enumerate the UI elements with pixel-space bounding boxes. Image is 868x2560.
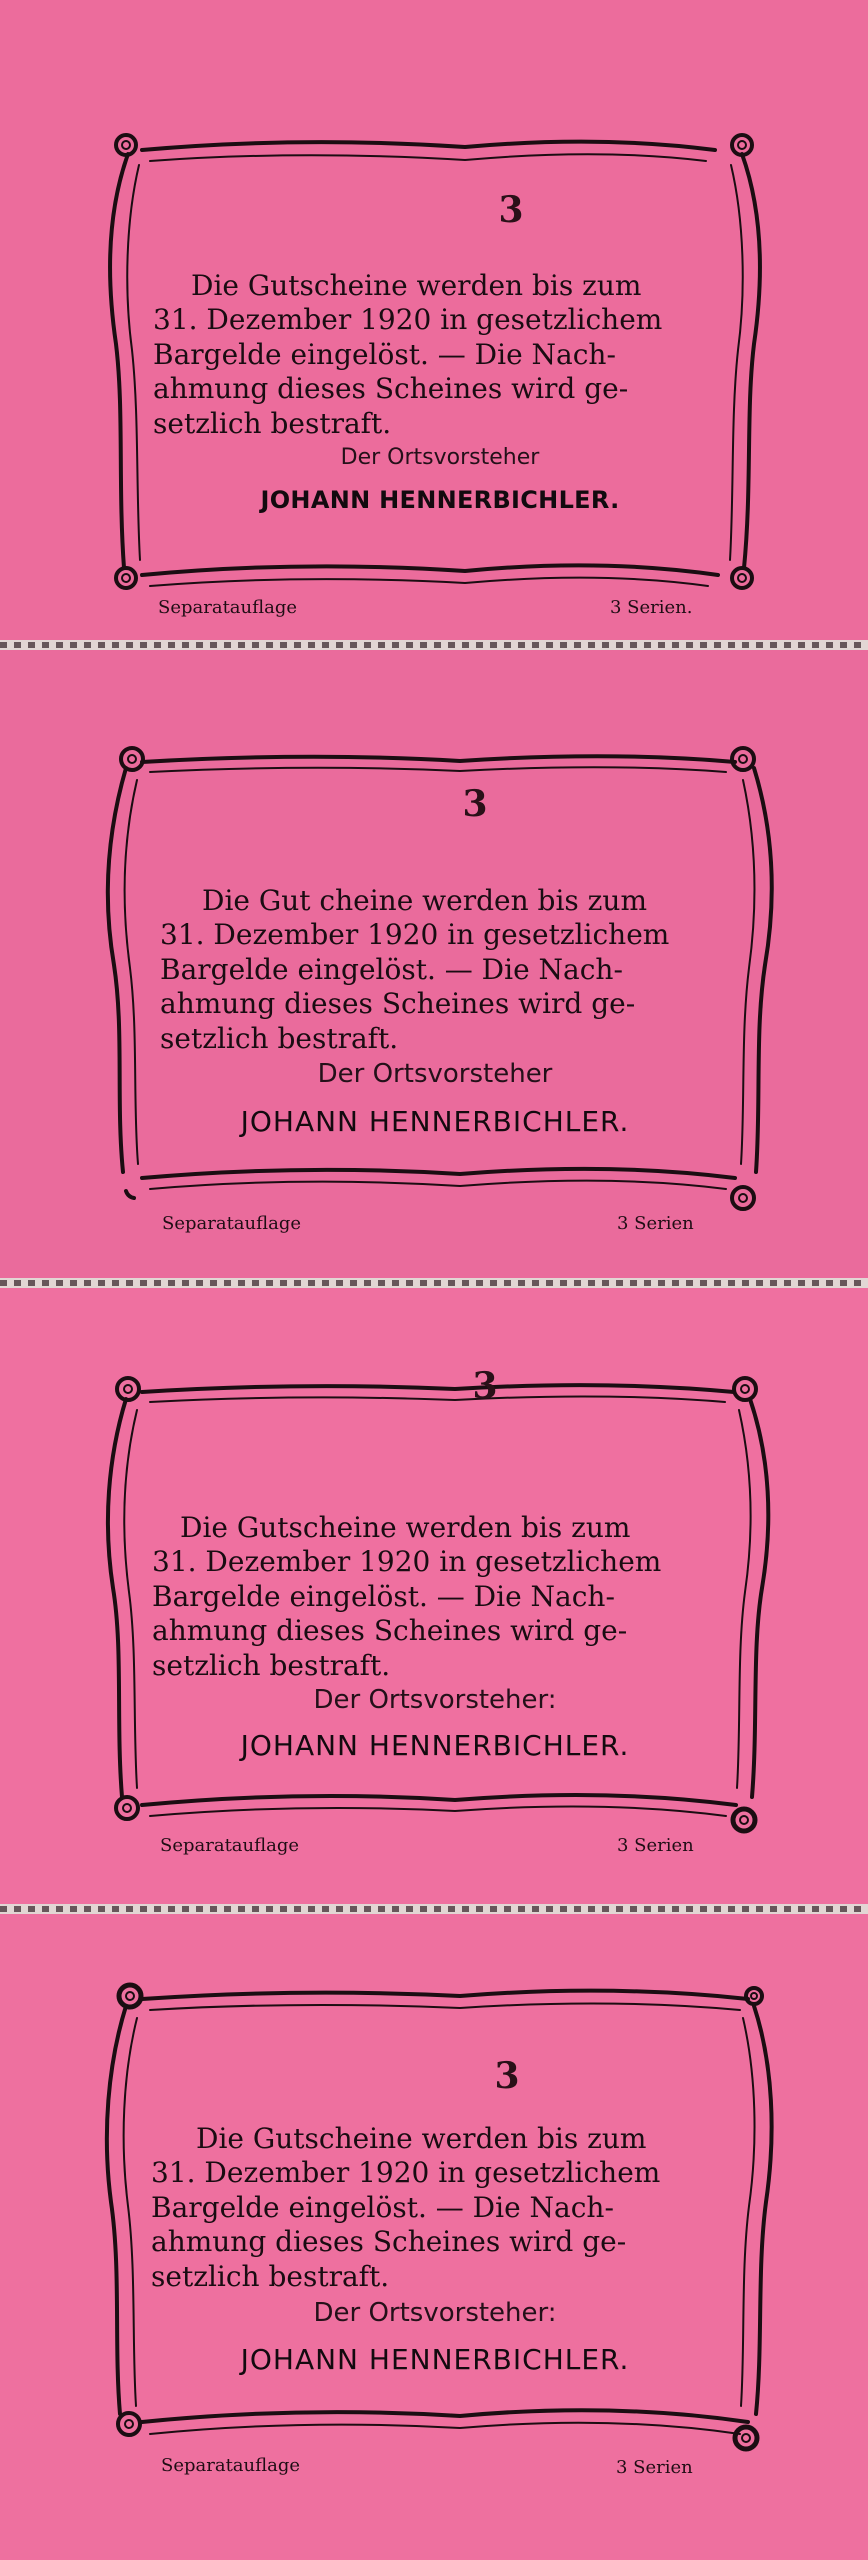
notice-line-2: 31. Dezember 1920 in gesetzlichem — [153, 303, 663, 337]
footer-right: 3 Serien — [617, 1213, 694, 1234]
notice-line-3: Bargelde eingelöst. — Die Nach- — [151, 2190, 614, 2224]
signature-label: Der Ortsvorsteher — [340, 445, 540, 470]
signature-label: Der Ortsvorsteher: — [313, 2298, 557, 2328]
denomination-mark: 3 — [462, 783, 488, 825]
notice-line-4: ahmung dieses Scheines wird ge- — [151, 2225, 627, 2259]
perforation-line — [0, 1904, 868, 1914]
footer-left: Separatauflage — [158, 597, 298, 618]
voucher-note-1 — [0, 0, 868, 640]
notice-line-1: Die Gutscheine werden bis zum — [191, 269, 642, 302]
signature-label: Der Ortsvorsteher: — [313, 1685, 557, 1715]
notice-line-3: Bargelde eingelöst. — Die Nach- — [152, 1579, 615, 1613]
notice-text — [153, 269, 716, 441]
footer-right: 3 Serien — [617, 1835, 694, 1856]
footer-right: 3 Serien. — [610, 597, 693, 618]
footer-left: Separatauflage — [160, 1835, 300, 1856]
voucher-note-4 — [0, 1914, 868, 2560]
voucher-note-3 — [0, 1288, 868, 1906]
signature-name: JOHANN HENNERBICHLER. — [260, 486, 620, 514]
signature-name: JOHANN HENNERBICHLER. — [240, 1105, 630, 1138]
notice-line-5: setzlich bestraft. — [160, 1021, 399, 1055]
signature-name: JOHANN HENNERBICHLER. — [240, 1729, 630, 1762]
notice-line-2: 31. Dezember 1920 in gesetzlichem — [160, 918, 670, 952]
notice-line-5: setzlich bestraft. — [151, 2259, 390, 2293]
notice-line-5: setzlich bestraft. — [153, 406, 392, 440]
signature-name: JOHANN HENNERBICHLER. — [240, 2343, 630, 2376]
signature-label: Der Ortsvorsteher — [317, 1059, 553, 1089]
notice-line-1: Die Gutscheine werden bis zum — [196, 2122, 647, 2155]
notice-line-1: Die Gutscheine werden bis zum — [180, 1511, 631, 1544]
denomination-mark: 3 — [498, 189, 524, 231]
notice-line-5: setzlich bestraft. — [152, 1648, 391, 1682]
voucher-note-2 — [0, 650, 868, 1280]
notice-line-2: 31. Dezember 1920 in gesetzlichem — [151, 2156, 661, 2190]
perforation-line — [0, 640, 868, 650]
notice-line-1: Die Gut cheine werden bis zum — [202, 884, 648, 917]
notice-line-4: ahmung dieses Scheines wird ge- — [160, 987, 636, 1021]
notice-line-3: Bargelde eingelöst. — Die Nach- — [153, 337, 616, 371]
notice-text — [160, 884, 720, 1056]
notice-text — [151, 2122, 717, 2294]
notice-line-3: Bargelde eingelöst. — Die Nach- — [160, 952, 623, 986]
footer-right: 3 Serien — [616, 2457, 693, 2478]
footer-left: Separatauflage — [161, 2455, 301, 2476]
perforation-line — [0, 1278, 868, 1288]
denomination-mark: 3 — [472, 1365, 498, 1407]
denomination-mark: 3 — [494, 2055, 520, 2097]
notice-line-4: ahmung dieses Scheines wird ge- — [152, 1614, 628, 1648]
notice-line-4: ahmung dieses Scheines wird ge- — [153, 372, 629, 406]
footer-left: Separatauflage — [162, 1213, 302, 1234]
notice-line-2: 31. Dezember 1920 in gesetzlichem — [152, 1545, 662, 1579]
notice-text — [152, 1511, 718, 1683]
